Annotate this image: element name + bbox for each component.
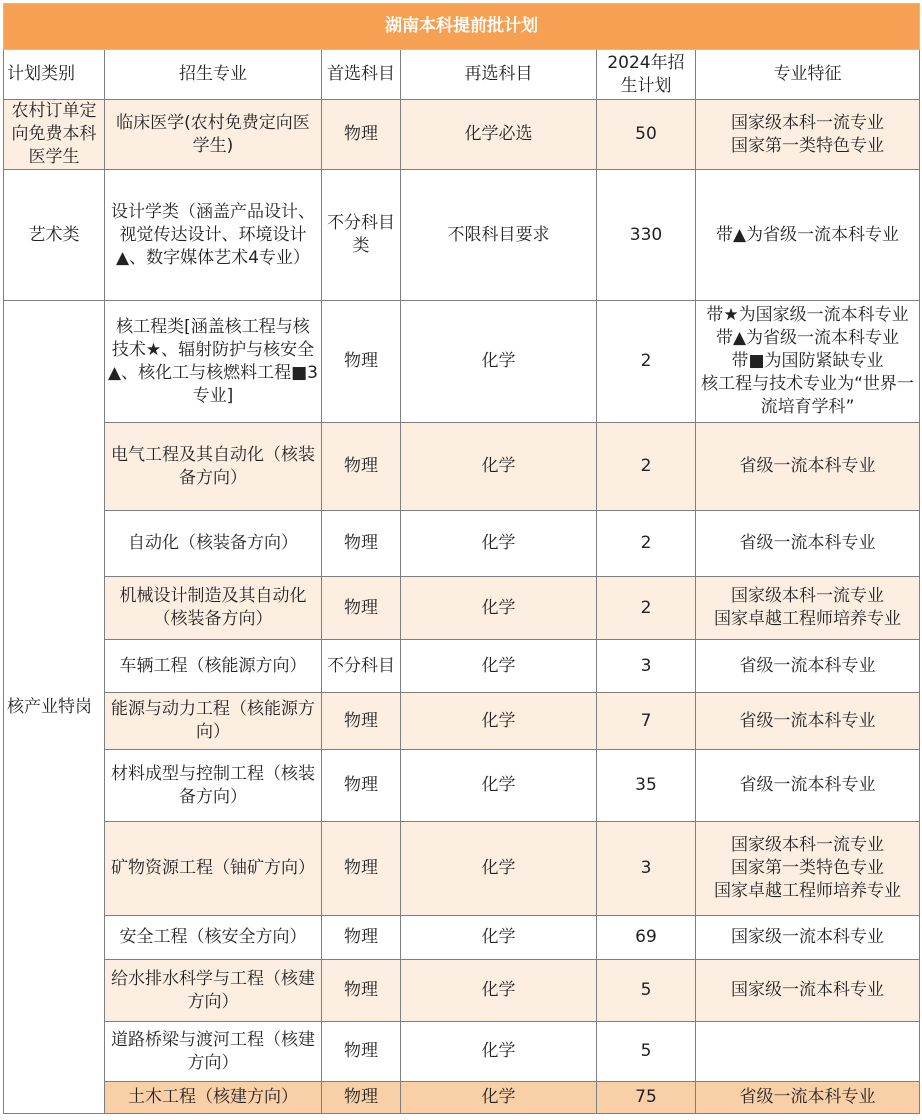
feature-cell: 省级一流本科专业 — [696, 423, 920, 511]
header-category: 计划类别 — [4, 50, 105, 100]
first-subject-cell: 物理 — [322, 750, 401, 822]
plan-cell: 2 — [597, 577, 696, 640]
table-row — [4, 170, 920, 301]
feature-cell: 国家级本科一流专业 国家卓越工程师培养专业 — [696, 577, 920, 640]
table-row — [4, 100, 920, 170]
table-row — [4, 750, 920, 822]
first-subject-cell: 不分科目类 — [322, 170, 401, 301]
first-subject-cell: 物理 — [322, 1082, 401, 1114]
plan-cell: 330 — [597, 170, 696, 301]
category-cell: 艺术类 — [4, 170, 105, 301]
table-row — [4, 301, 920, 423]
header-plan: 2024年招生计划 — [597, 50, 696, 100]
plan-cell: 3 — [597, 640, 696, 693]
major-cell: 材料成型与控制工程（核装备方向） — [105, 750, 322, 822]
title-row — [4, 4, 920, 50]
feature-cell: 省级一流本科专业 — [696, 750, 920, 822]
feature-cell: 国家级本科一流专业 国家第一类特色专业 国家卓越工程师培养专业 — [696, 822, 920, 916]
major-cell: 机械设计制造及其自动化（核装备方向） — [105, 577, 322, 640]
header-feature: 专业特征 — [696, 50, 920, 100]
table-row — [4, 423, 920, 511]
table-row — [4, 960, 920, 1022]
plan-cell: 3 — [597, 822, 696, 916]
header-major: 招生专业 — [105, 50, 322, 100]
first-subject-cell: 不分科目 — [322, 640, 401, 693]
header-first-subject: 首选科目 — [322, 50, 401, 100]
table-row — [4, 916, 920, 960]
category-cell: 农村订单定向免费本科医学生 — [4, 100, 105, 170]
second-subject-cell: 化学 — [401, 511, 597, 577]
feature-cell: 省级一流本科专业 — [696, 1082, 920, 1114]
plan-cell: 5 — [597, 960, 696, 1022]
table-row — [4, 693, 920, 750]
major-cell: 道路桥梁与渡河工程（核建方向） — [105, 1022, 322, 1082]
table-row — [4, 822, 920, 916]
table-row — [4, 1022, 920, 1082]
plan-cell: 2 — [597, 301, 696, 423]
major-cell: 自动化（核装备方向） — [105, 511, 322, 577]
second-subject-cell: 化学必选 — [401, 100, 597, 170]
plan-cell: 7 — [597, 693, 696, 750]
plan-cell: 2 — [597, 423, 696, 511]
major-cell: 设计学类（涵盖产品设计、视觉传达设计、环境设计▲、数字媒体艺术4专业） — [105, 170, 322, 301]
header-row — [4, 50, 920, 100]
second-subject-cell: 化学 — [401, 1082, 597, 1114]
first-subject-cell: 物理 — [322, 577, 401, 640]
first-subject-cell: 物理 — [322, 693, 401, 750]
second-subject-cell: 化学 — [401, 423, 597, 511]
second-subject-cell: 不限科目要求 — [401, 170, 597, 301]
second-subject-cell: 化学 — [401, 301, 597, 423]
feature-cell: 省级一流本科专业 — [696, 511, 920, 577]
feature-cell — [696, 1022, 920, 1082]
feature-cell: 国家级一流本科专业 — [696, 960, 920, 1022]
major-cell: 土木工程（核建方向） — [105, 1082, 322, 1114]
second-subject-cell: 化学 — [401, 577, 597, 640]
second-subject-cell: 化学 — [401, 1022, 597, 1082]
first-subject-cell: 物理 — [322, 423, 401, 511]
second-subject-cell: 化学 — [401, 693, 597, 750]
header-second-subject: 再选科目 — [401, 50, 597, 100]
major-cell: 安全工程（核安全方向） — [105, 916, 322, 960]
feature-cell: 国家级一流本科专业 — [696, 916, 920, 960]
feature-cell: 省级一流本科专业 — [696, 640, 920, 693]
second-subject-cell: 化学 — [401, 822, 597, 916]
second-subject-cell: 化学 — [401, 750, 597, 822]
plan-cell: 2 — [597, 511, 696, 577]
plan-cell: 75 — [597, 1082, 696, 1114]
major-cell: 给水排水科学与工程（核建方向） — [105, 960, 322, 1022]
table-row — [4, 577, 920, 640]
first-subject-cell: 物理 — [322, 301, 401, 423]
first-subject-cell: 物理 — [322, 511, 401, 577]
second-subject-cell: 化学 — [401, 960, 597, 1022]
major-cell: 电气工程及其自动化（核装备方向） — [105, 423, 322, 511]
first-subject-cell: 物理 — [322, 916, 401, 960]
table-title: 湖南本科提前批计划 — [4, 4, 920, 50]
major-cell: 车辆工程（核能源方向） — [105, 640, 322, 693]
feature-cell: 带★为国家级一流本科专业 带▲为省级一流本科专业 带■为国防紧缺专业 核工程与技术专业为“世界一流培育学科” — [696, 301, 920, 423]
table-row — [4, 1082, 920, 1114]
first-subject-cell: 物理 — [322, 1022, 401, 1082]
feature-cell: 带▲为省级一流本科专业 — [696, 170, 920, 301]
plan-cell: 69 — [597, 916, 696, 960]
plan-cell: 50 — [597, 100, 696, 170]
major-cell: 核工程类[涵盖核工程与核技术★、辐射防护与核安全▲、核化工与核燃料工程■3专业] — [105, 301, 322, 423]
table-row — [4, 511, 920, 577]
category-cell: 核产业特岗 — [4, 301, 105, 1114]
major-cell: 矿物资源工程（铀矿方向） — [105, 822, 322, 916]
major-cell: 能源与动力工程（核能源方向） — [105, 693, 322, 750]
first-subject-cell: 物理 — [322, 960, 401, 1022]
second-subject-cell: 化学 — [401, 916, 597, 960]
admission-plan-table — [3, 3, 920, 1114]
major-cell: 临床医学(农村免费定向医学生) — [105, 100, 322, 170]
feature-cell: 省级一流本科专业 — [696, 693, 920, 750]
table-row — [4, 640, 920, 693]
feature-cell: 国家级本科一流专业 国家第一类特色专业 — [696, 100, 920, 170]
second-subject-cell: 化学 — [401, 640, 597, 693]
plan-cell: 5 — [597, 1022, 696, 1082]
plan-cell: 35 — [597, 750, 696, 822]
first-subject-cell: 物理 — [322, 822, 401, 916]
first-subject-cell: 物理 — [322, 100, 401, 170]
